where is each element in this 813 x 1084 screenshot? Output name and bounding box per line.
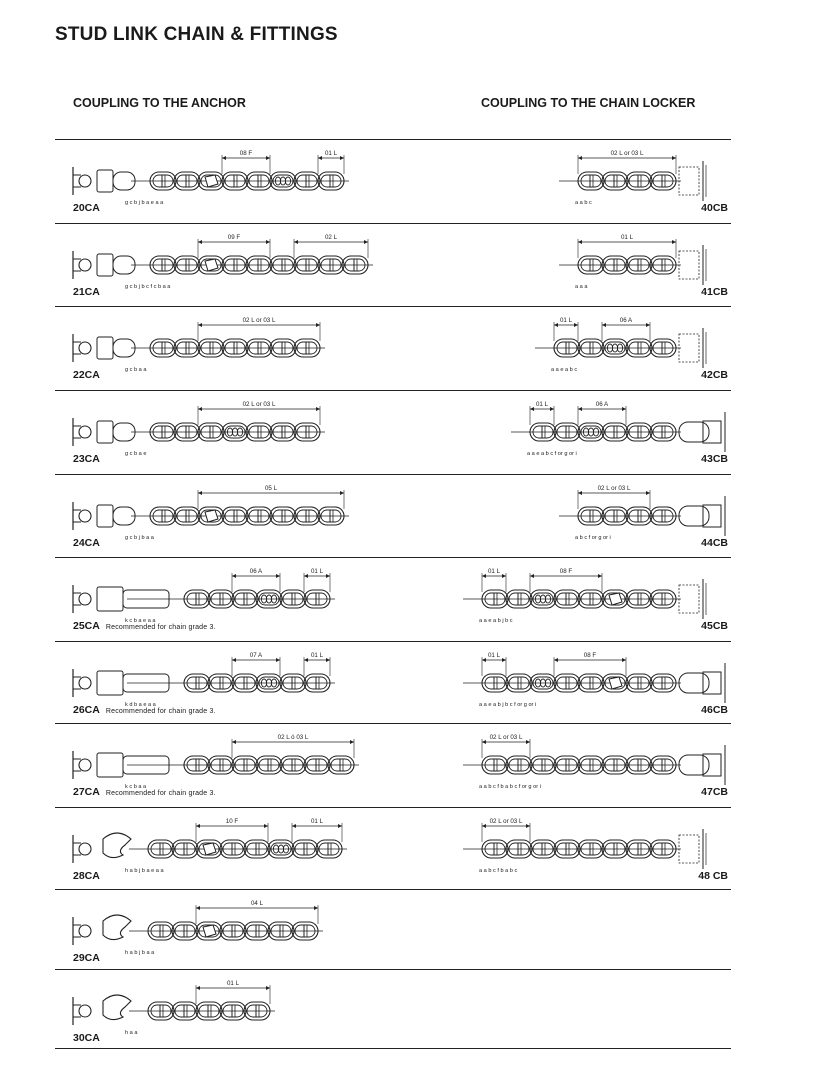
dimension-1 [318, 150, 344, 174]
figure-47cb [415, 732, 731, 792]
part-letters: h a b j b a e a a [125, 868, 164, 874]
anchor-end-swivel [73, 334, 135, 362]
section-divider [55, 306, 731, 307]
locker-end-shackle [679, 496, 725, 536]
anchor-end-swivel [73, 251, 135, 279]
fitting-code [620, 202, 728, 214]
dimension-1 [554, 652, 626, 676]
dimension-0 [482, 568, 506, 592]
dimension-0 [196, 980, 270, 1004]
dimension-label: 06 A [249, 568, 263, 575]
figure-28ca [55, 816, 415, 876]
part-letters: h a b j b a a [125, 950, 155, 956]
fitting-code-text: 22CA [73, 369, 100, 381]
fitting-code [620, 453, 728, 465]
anchor-end-hook [73, 915, 131, 945]
figure-26ca [55, 650, 415, 710]
grade-note: Recommended for chain grade 3. [105, 790, 216, 797]
dimension-1 [578, 401, 626, 425]
dimension-0 [222, 150, 270, 174]
dimension-label: 06 A [619, 317, 633, 324]
dimension-label: 02 L or 03 L [242, 401, 276, 408]
figure-42cb [415, 315, 731, 375]
fitting-code-text: 42CB [701, 369, 728, 381]
fitting-code-text: 28CA [73, 870, 100, 882]
dimension-label: 02 L [324, 234, 338, 241]
dimension-0 [530, 401, 554, 425]
locker-end-bracket [679, 245, 706, 285]
section-divider [55, 557, 731, 558]
fitting-code [73, 1032, 100, 1044]
section-divider [55, 969, 731, 970]
dimension-label: 09 F [227, 234, 241, 241]
section-divider [55, 889, 731, 890]
part-letters: a a a [575, 284, 588, 290]
fitting-code-text: 46CB [701, 704, 728, 716]
dimension-0 [198, 234, 270, 258]
dimension-1 [292, 818, 342, 842]
locker-end-shackle [679, 412, 725, 452]
dimension-label: 02 L or 03 L [489, 734, 523, 741]
fitting-code [73, 952, 100, 964]
section-divider [55, 807, 731, 808]
figure-21ca [55, 232, 415, 292]
part-letters: h a a [125, 1030, 138, 1036]
dimension-0 [482, 818, 530, 842]
dimension-label: 01 L [559, 317, 573, 324]
dimension-label: 02 L or 03 L [597, 485, 631, 492]
figure-29ca [55, 898, 415, 958]
fitting-code-text: 41CB [701, 286, 728, 298]
fitting-code [620, 704, 728, 716]
figure-45cb [415, 566, 731, 626]
figure-25ca [55, 566, 415, 626]
dimension-label: 04 L [250, 900, 264, 907]
locker-end-shackle [679, 663, 725, 703]
dimension-1 [304, 568, 330, 592]
anchor-end-shackle [73, 585, 169, 613]
part-letters: a a b c [575, 200, 592, 206]
figure-23ca [55, 399, 415, 459]
page-title: STUD LINK CHAIN & FITTINGS [55, 24, 338, 45]
section-divider [55, 641, 731, 642]
fitting-code [73, 620, 216, 632]
anchor-end-shackle [73, 751, 169, 779]
figure-44cb [415, 483, 731, 543]
dimension-0 [232, 734, 354, 758]
dimension-0 [578, 150, 676, 174]
fitting-code-text: 20CA [73, 202, 100, 214]
figure-43cb [415, 399, 731, 459]
grade-note: Recommended for chain grade 3. [105, 708, 216, 715]
dimension-1 [304, 652, 330, 676]
dimension-1 [530, 568, 602, 592]
part-letters: g c b a e [125, 451, 147, 457]
fitting-code [73, 786, 216, 798]
fitting-code [620, 369, 728, 381]
dimension-label: 08 F [239, 150, 253, 157]
anchor-end-swivel [73, 418, 135, 446]
dimension-label: 08 F [583, 652, 597, 659]
fitting-code [620, 870, 728, 882]
fitting-code-text: 44CB [701, 537, 728, 549]
anchor-end-hook [73, 995, 131, 1025]
dimension-label: 02 L or 03 L [489, 818, 523, 825]
dimension-label: 07 A [249, 652, 263, 659]
fitting-code [73, 453, 100, 465]
fitting-code-text: 23CA [73, 453, 100, 465]
fitting-code-text: 25CA [73, 620, 100, 632]
part-letters: k c b a a [125, 784, 147, 790]
section-divider [55, 390, 731, 391]
fitting-code [73, 286, 100, 298]
heading-anchor: COUPLING TO THE ANCHOR [73, 96, 246, 110]
figure-48cb [415, 816, 731, 876]
grade-note: Recommended for chain grade 3. [105, 624, 216, 631]
dimension-1 [602, 317, 650, 341]
section-divider [55, 723, 731, 724]
fitting-code-text: 43CB [701, 453, 728, 465]
fitting-code-text: 27CA [73, 786, 100, 798]
fitting-code [620, 537, 728, 549]
section-divider [55, 1048, 731, 1049]
fitting-code-text: 29CA [73, 952, 100, 964]
dimension-label: 05 L [264, 485, 278, 492]
dimension-label: 01 L [487, 568, 501, 575]
fitting-code-text: 26CA [73, 704, 100, 716]
dimension-0 [578, 485, 650, 509]
figure-20ca [55, 148, 415, 208]
dimension-0 [232, 568, 280, 592]
locker-end-bracket [679, 161, 706, 201]
figure-27ca [55, 732, 415, 792]
fitting-code-text: 24CA [73, 537, 100, 549]
dimension-label: 01 L [324, 150, 338, 157]
fitting-code [73, 369, 100, 381]
fitting-code [73, 537, 100, 549]
dimension-label: 06 A [595, 401, 609, 408]
part-letters: a a e a b c f or g or i [527, 451, 577, 457]
locker-end-shackle [679, 745, 725, 785]
part-letters: g c b j b a a [125, 535, 154, 541]
locker-end-bracket [679, 328, 706, 368]
dimension-label: 01 L [310, 818, 324, 825]
anchor-end-hook [73, 833, 131, 863]
fitting-code-text: 47CB [701, 786, 728, 798]
fitting-code [73, 870, 100, 882]
section-divider [55, 474, 731, 475]
dimension-label: 01 L [226, 980, 240, 987]
dimension-0 [578, 234, 676, 258]
dimension-label: 08 F [559, 568, 573, 575]
fitting-code [620, 620, 728, 632]
dimension-label: 01 L [620, 234, 634, 241]
figure-41cb [415, 232, 731, 292]
dimension-0 [554, 317, 578, 341]
anchor-end-swivel [73, 167, 135, 195]
fitting-code-text: 48 CB [698, 870, 728, 882]
dimension-label: 10 F [225, 818, 239, 825]
dimension-0 [232, 652, 280, 676]
fitting-code-text: 40CB [701, 202, 728, 214]
anchor-end-swivel [73, 502, 135, 530]
dimension-0 [482, 734, 530, 758]
part-letters: k d b a e a a [125, 702, 156, 708]
heading-chain-locker: COUPLING TO THE CHAIN LOCKER [481, 96, 696, 110]
dimension-label: 01 L [310, 568, 324, 575]
dimension-0 [198, 401, 320, 425]
dimension-0 [198, 485, 344, 509]
fitting-code-text: 21CA [73, 286, 100, 298]
part-letters: g c b j b a e a a [125, 200, 164, 206]
figure-24ca [55, 483, 415, 543]
dimension-0 [196, 900, 318, 924]
part-letters: a b c f or g or i [575, 535, 611, 541]
section-divider [55, 139, 731, 140]
part-letters: a a e a b j b c [479, 618, 513, 624]
section-divider [55, 223, 731, 224]
part-letters: a a e a b c [551, 367, 578, 373]
dimension-label: 02 L ó 03 L [277, 734, 309, 741]
figure-22ca [55, 315, 415, 375]
locker-end-bracket [679, 829, 706, 869]
fitting-code-text: 45CB [701, 620, 728, 632]
fitting-code [620, 786, 728, 798]
dimension-0 [198, 317, 320, 341]
dimension-label: 01 L [310, 652, 324, 659]
part-letters: a a b c f b a b c f or g or i [479, 784, 541, 790]
part-letters: k c b a e a a [125, 618, 156, 624]
dimension-label: 02 L or 03 L [242, 317, 276, 324]
part-letters: a a e a b j b c f or g or i [479, 702, 537, 708]
fitting-code-text: 30CA [73, 1032, 100, 1044]
fitting-code [73, 704, 216, 716]
part-letters: a a b c f b a b c [479, 868, 518, 874]
fitting-code [620, 286, 728, 298]
locker-end-bracket [679, 579, 706, 619]
figure-46cb [415, 650, 731, 710]
dimension-label: 02 L or 03 L [610, 150, 644, 157]
part-letters: g c b a a [125, 367, 147, 373]
anchor-end-shackle [73, 669, 169, 697]
dimension-0 [196, 818, 268, 842]
figure-40cb [415, 148, 731, 208]
dimension-0 [482, 652, 506, 676]
part-letters: g c b j b c f c b a a [125, 284, 171, 290]
fitting-code [73, 202, 100, 214]
dimension-1 [294, 234, 368, 258]
dimension-label: 01 L [535, 401, 549, 408]
dimension-label: 01 L [487, 652, 501, 659]
figure-30ca [55, 978, 415, 1038]
